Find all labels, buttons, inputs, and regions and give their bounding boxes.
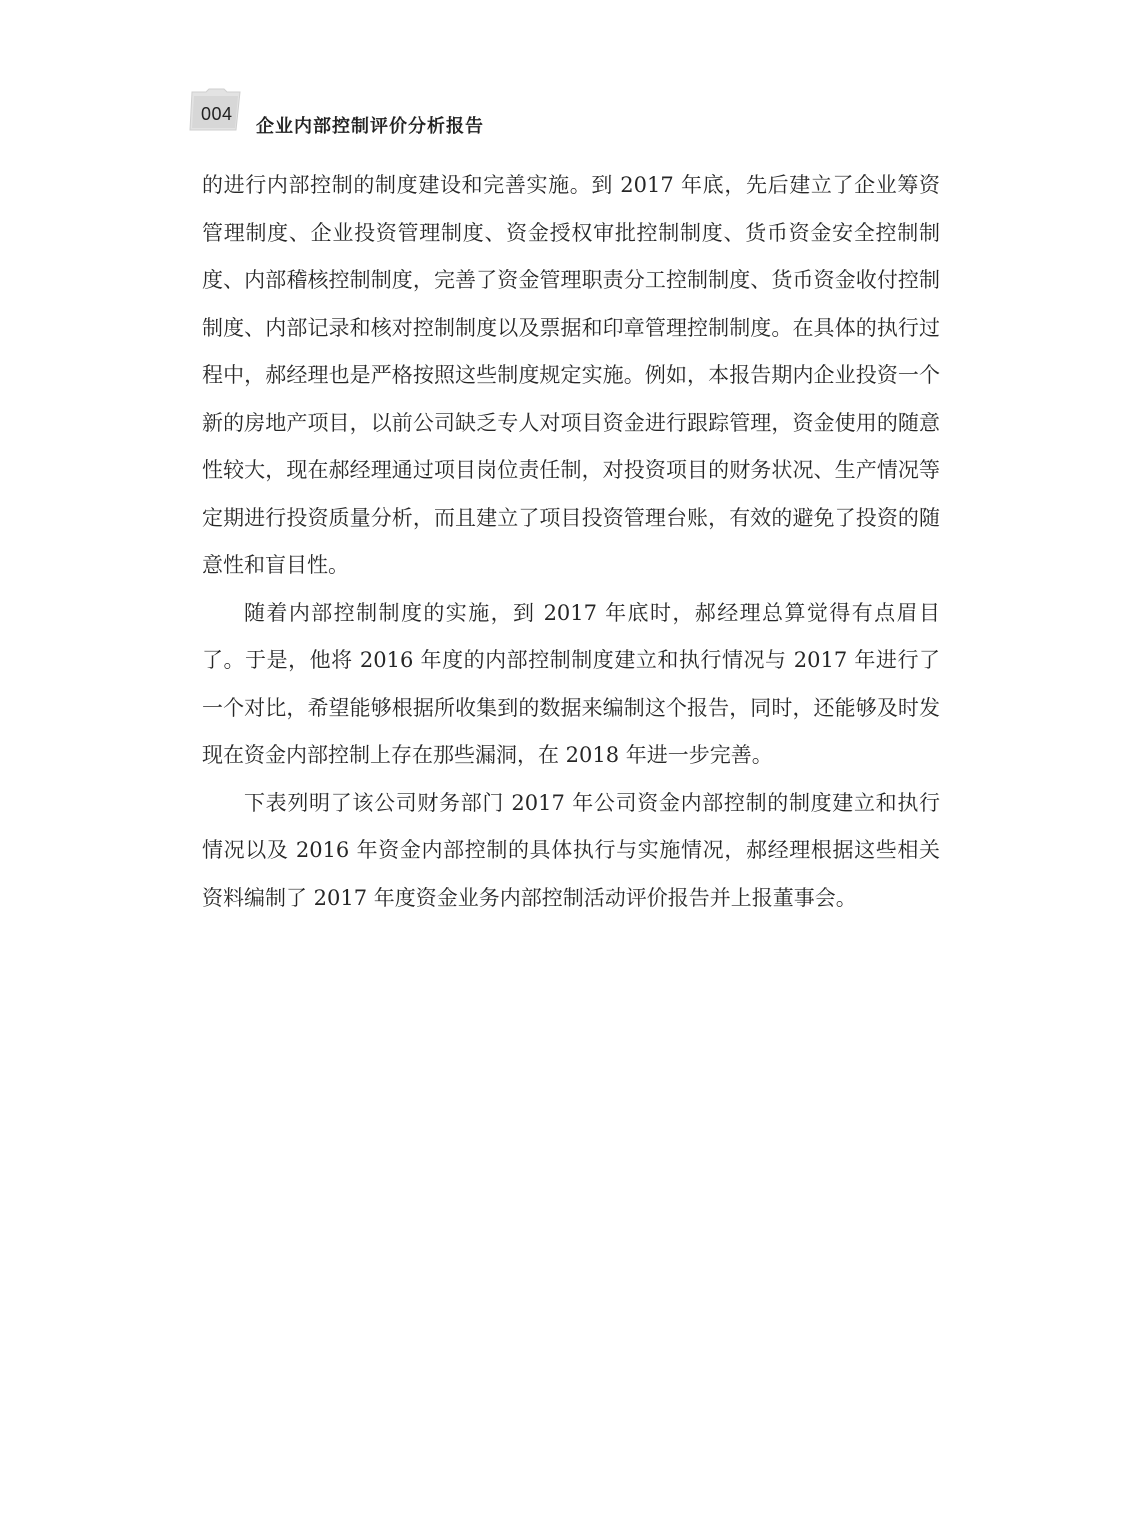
body-text	[202, 162, 940, 922]
book-title: 企业内部控制评价分析报告	[256, 116, 484, 137]
page-number-tab	[188, 86, 242, 130]
page-header	[188, 86, 948, 136]
paragraph-continued: 的进行内部控制的制度建设和完善实施。到 2017 年底，先后建立了企业筹资管理制度、企业投资管理制度、资金授权审批控制制度、货币资金安全控制制度、内部稽核控制制度，完善了资金管理职责分工控制制度、货币资金收付控制制度、内部记录和核对控制制度以及票据和印章管理控制制度。在具体的执行过程中，郝经理也是严格按照这些制度规定实施。例如，本报告期内企业投资一个新的房地产项目，以前公司缺乏专人对项目资金进行跟踪管理，资金使用的随意性较大，现在郝经理通过项目岗位责任制，对投资项目的财务状况、生产情况等定期进行投资质量分析，而且建立了项目投资管理台账，有效的避免了投资的随意性和盲目性。	[202, 173, 940, 577]
paragraph: 随着内部控制制度的实施，到 2017 年底时，郝经理总算觉得有点眉目了。于是，他将 2016 年度的内部控制制度建立和执行情况与 2017 年进行了一个对比，希望能够根据所收集到的数据来编制这个报告，同时，还能够及时发现在资金内部控制上存在那些漏洞，在 2018 年进一步完善。	[202, 600, 940, 767]
paragraph: 下表列明了该公司财务部门 2017 年公司资金内部控制的制度建立和执行情况以及 2016 年资金内部控制的具体执行与实施情况，郝经理根据这些相关资料编制了 2017 年度资金业务内部控制活动评价报告并上报董事会。	[202, 790, 940, 910]
page-number: 004	[201, 104, 233, 124]
